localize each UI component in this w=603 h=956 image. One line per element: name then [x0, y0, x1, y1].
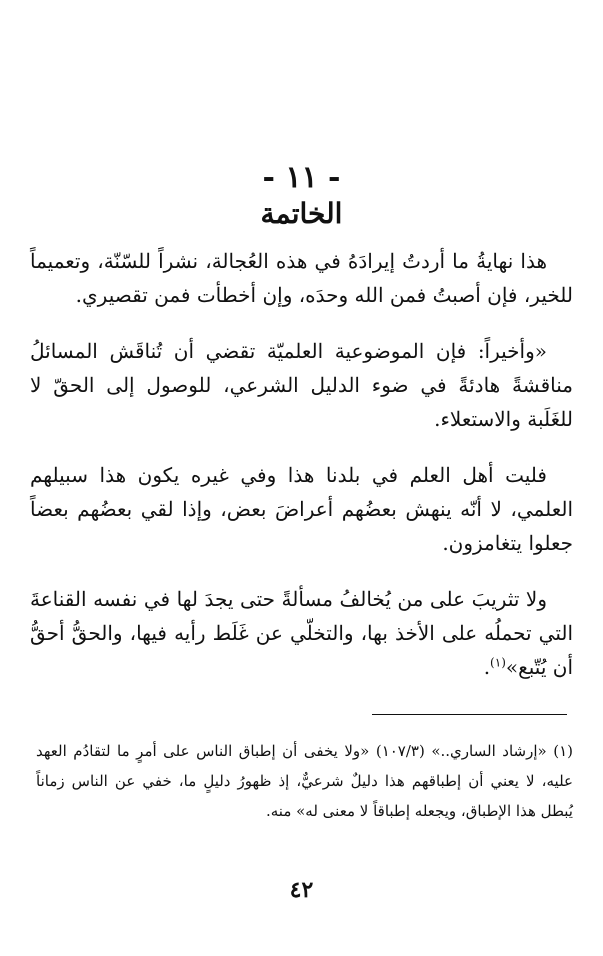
- footnote: [36, 736, 573, 826]
- chapter-title: الخاتمة: [260, 197, 343, 230]
- paragraph: «وأخيراً: فإن الموضوعية العلميّة تقضي أن تُناقَش المسائلُ مناقشةً هادئةً في ضوء الدليل الشرعي، للوصول إلى الحقّ لا للغَلَبة والاستعلاء.: [30, 339, 573, 431]
- footnote-text: «إرشاد الساري..» (١٠٧/٣) «ولا يخفى أن إطباق الناس على أمرٍ ما لتقادُم العهد عليه، لا يعني أن إطباقهم هذا دليلٌ شرعيٌّ، إذ ظهورُ دليلٍ ما، خفي عن الناس زماناً يُبطل هذا الإطباق، ويجعله إطباقاً لا معنى له» منه.: [36, 742, 573, 820]
- paragraph: فليت أهل العلم في بلدنا هذا وفي غيره يكون هذا سبيلهم العلمي، لا أنّه ينهش بعضُهم أعراضَ بعض، وإذا لقي بعضُهم بعضاً جعلوا يتغامزون.: [30, 463, 573, 555]
- footnote-marker[interactable]: (١): [490, 655, 506, 670]
- chapter-number: - ١١ -: [262, 160, 341, 195]
- footnote-divider: [372, 714, 567, 715]
- paragraph-text: ولا تثريبَ على من يُخالفُ مسألةً حتى يجدَ لها في نفسه القناعةَ التي تحملُه على الأخذ بها، والتخلّي عن غَلَط رأيه فيها، والحقُّ أحقُّ أن يُتّبع»: [30, 587, 573, 679]
- page-number: ٤٢: [289, 877, 314, 903]
- paragraph: هذا نهايةُ ما أردتُ إيرادَهُ في هذه العُجالة، نشراً للسّنّة، وتعميماً للخير، فإن أصبتُ فمن الله وحدَه، وإن أخطأت فمن تقصيري.: [30, 249, 573, 307]
- footnote-paragraph: [36, 736, 573, 826]
- paragraph: [30, 582, 573, 684]
- paragraph-end: .: [483, 655, 491, 679]
- footnote-number: (١): [553, 742, 573, 760]
- main-text: [30, 244, 573, 684]
